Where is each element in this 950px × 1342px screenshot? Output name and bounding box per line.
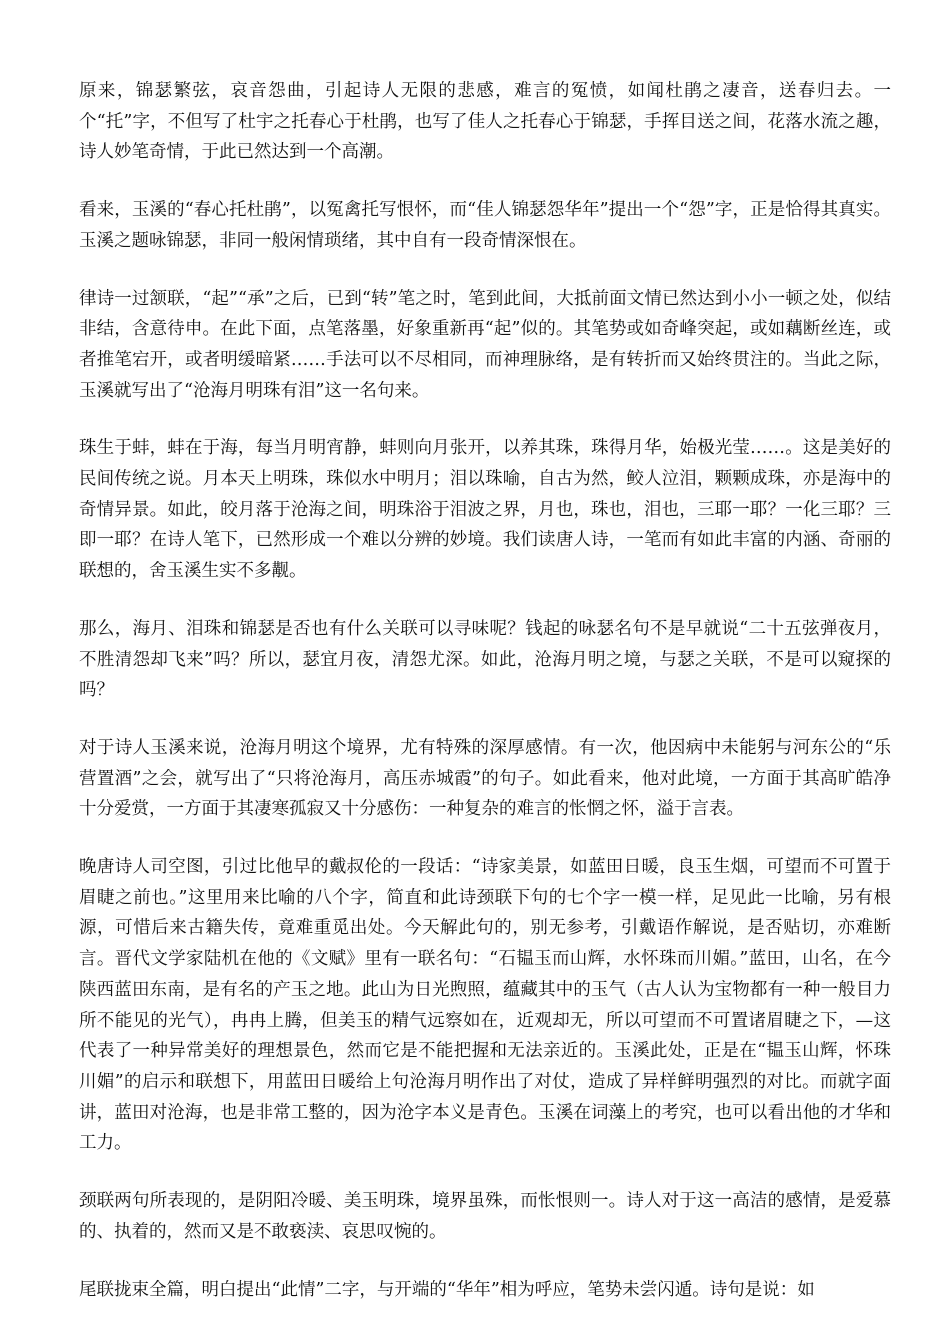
paragraph-8: 颈联两句所表现的，是阴阳冷暖、美玉明珠，境界虽殊，而怅恨则一。诗人对于这一高洁的感情，是爱慕的、执着的，然而又是不敢亵渎、哀思叹惋的。 (79, 1191, 891, 1242)
paragraph-1: 原来，锦瑟繁弦，哀音怨曲，引起诗人无限的悲感，难言的冤愤，如闻杜鹃之凄音，送春归去。一个“托”字，不但写了杜宇之托春心于杜鹃，也写了佳人之托春心于锦瑟，手挥目送之间，花落水流之趣，诗人妙笔奇情，于此已然达到一个高潮。 (79, 81, 891, 163)
paragraph-9: 尾联拢束全篇，明白提出“此情”二字，与开端的“华年”相为呼应，笔势未尝闪遁。诗句是说：如 (79, 1279, 815, 1300)
paragraph-6: 对于诗人玉溪来说，沧海月明这个境界，尤有特殊的深厚感情。有一次，他因病中未能躬与河东公的“乐营置酒”之会，就写出了“只将沧海月，高压赤城霞”的句子。如此看来，他对此境，一方面于其高旷皓净十分爱赏，一方面于其凄寒孤寂又十分感伤：一种复杂的难言的怅惘之怀，溢于言表。 (79, 737, 891, 820)
document-page (79, 76, 891, 1332)
paragraph-5: 那么，海月、泪珠和锦瑟是否也有什么关联可以寻味呢？钱起的咏瑟名句不是早就说“二十五弦弹夜月，不胜清怨却飞来”吗？所以，瑟宜月夜，清怨尤深。如此，沧海月明之境，与瑟之关联，不是可以窥探的吗？ (79, 618, 891, 701)
paragraph-2: 看来，玉溪的“春心托杜鹃”，以冤禽托写恨怀，而“佳人锦瑟怨华年”提出一个“怨”字，正是恰得其真实。玉溪之题咏锦瑟，非同一般闲情琐绪，其中自有一段奇情深恨在。 (79, 200, 891, 251)
paragraph-3: 律诗一过颔联，“起”“承”之后，已到“转”笔之时，笔到此间，大抵前面文情已然达到小小一顿之处，似结非结，含意待申。在此下面，点笔落墨，好象重新再“起”似的。其笔势或如奇峰突起，或如藕断丝连，或者推笔宕开，或者明缓暗紧……手法可以不尽相同，而神理脉络，是有转折而又始终贯注的。当此之际，玉溪就写出了“沧海月明珠有泪”这一名句来。 (79, 288, 891, 401)
paragraph-7: 晚唐诗人司空图，引过比他早的戴叔伦的一段话：“诗家美景，如蓝田日暖，良玉生烟，可望而不可置于眉睫之前也。”这里用来比喻的八个字，简直和此诗颈联下句的七个字一模一样，足见此一比喻，另有根源，可惜后来古籍失传，竟难重觅出处。今天解此句的，别无参考，引戴语作解说，是否贴切，亦难断言。晋代文学家陆机在他的《文赋》里有一联名句：“石韫玉而山辉，水怀珠而川媚。”蓝田，山名，在今陕西蓝田东南，是有名的产玉之地。此山为日光煦照，蕴藏其中的玉气（古人认为宝物都有一种一般目力所不能见的光气），冉冉上腾，但美玉的精气远察如在，近观却无，所以可望而不可置诸眉睫之下，—这代表了一种异常美好的理想景色，然而它是不能把握和无法亲近的。玉溪此处，正是在“韫玉山辉，怀珠川媚”的启示和联想下，用蓝田日暖给上句沧海月明作出了对仗，造成了异样鲜明强烈的对比。而就字面讲，蓝田对沧海，也是非常工整的，因为沧字本义是青色。玉溪在词藻上的考究，也可以看出他的才华和工力。 (79, 857, 891, 1154)
paragraph-4: 珠生于蚌，蚌在于海，每当月明宵静，蚌则向月张开，以养其珠，珠得月华，始极光莹……。这是美好的民间传统之说。月本天上明珠，珠似水中明月；泪以珠喻，自古为然，鲛人泣泪，颗颗成珠，亦是海中的奇情异景。如此，皎月落于沧海之间，明珠浴于泪波之界，月也，珠也，泪也，三耶一耶？一化三耶？三即一耶？在诗人笔下，已然形成一个难以分辨的妙境。我们读唐人诗，一笔而有如此丰富的内涵、奇丽的联想的，舍玉溪生实不多觏。 (79, 438, 891, 582)
